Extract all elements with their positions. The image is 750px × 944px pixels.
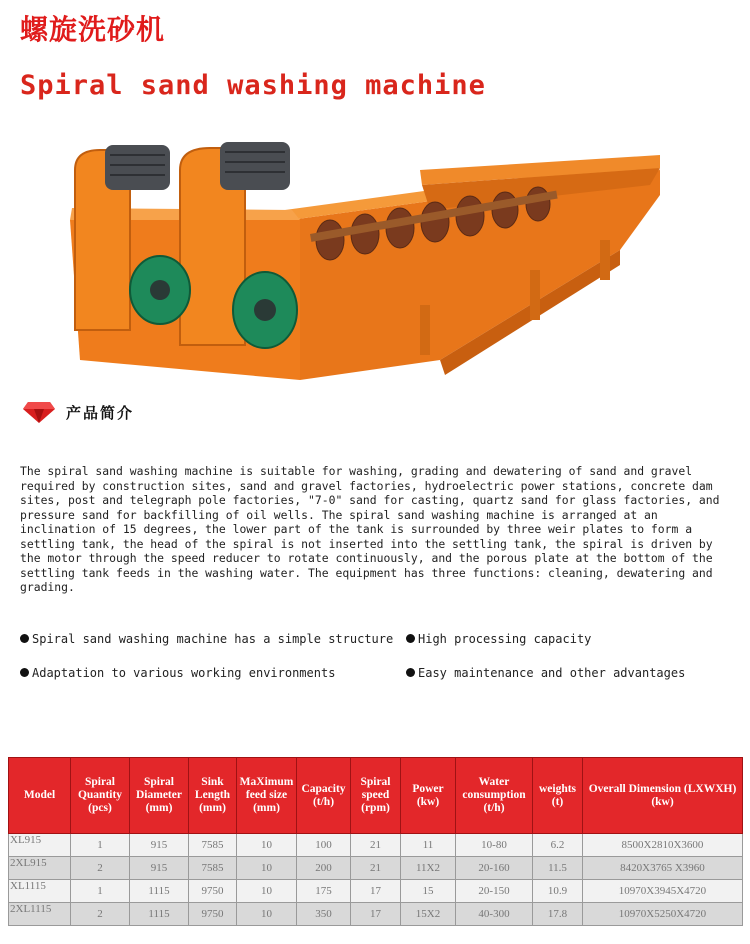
table-cell: 915 (130, 834, 189, 857)
column-header: weights (t) (533, 758, 583, 834)
table-cell: XL915 (9, 834, 71, 857)
table-cell: 10970X3945X4720 (583, 880, 743, 903)
column-header: Spiral speed (rpm) (351, 758, 401, 834)
table-cell: 2XL1115 (9, 903, 71, 926)
table-cell: 2 (71, 903, 130, 926)
page-title-en: Spiral sand washing machine (20, 70, 486, 101)
table-row (9, 880, 743, 903)
table-cell: 10 (237, 857, 297, 880)
table-cell: 17 (351, 880, 401, 903)
table-cell: 10970X5250X4720 (583, 903, 743, 926)
red-diamond-icon (22, 400, 56, 424)
table-cell: 11 (401, 834, 456, 857)
table-cell: 200 (297, 857, 351, 880)
product-description: The spiral sand washing machine is suitable for washing, grading and dewatering of sand and gravel required by construction sites, sand and gravel factories, hydroelectric power stations, concrete dam sites, post and telegraph pole factories, "7-0" sand for casting, quartz sand for glass factories, and pressure sand for backfilling of oil wells. The spiral sand washing machine is arranged at an inclination of 15 degrees, the lower part of the tank is surrounded by three weir plates to form a settling tank, the head of the spiral is not inserted into the settling tank, the spiral is driven by the motor through the speed reducer to rotate continuously, and the porous plate at the bottom of the settling tank feeds in the washing water. The equipment has three functions: cleaning, dewatering and grading. (20, 464, 720, 594)
column-header: Power (kw) (401, 758, 456, 834)
table-row (9, 857, 743, 880)
table-cell: 17 (351, 903, 401, 926)
column-header: Overall Dimension (LXWXH) (kw) (583, 758, 743, 834)
table-cell: 100 (297, 834, 351, 857)
column-header: Spiral Quantity (pcs) (71, 758, 130, 834)
table-cell: 7585 (189, 857, 237, 880)
table-cell: 1 (71, 834, 130, 857)
spec-table (8, 757, 743, 926)
column-header: Model (9, 758, 71, 834)
table-cell: 6.2 (533, 834, 583, 857)
bullet-icon (20, 668, 29, 677)
section-heading (22, 400, 134, 424)
table-cell: 21 (351, 857, 401, 880)
feature-text: Easy maintenance and other advantages (418, 666, 686, 680)
table-row (9, 903, 743, 926)
table-cell: 40-300 (456, 903, 533, 926)
table-cell: 1115 (130, 903, 189, 926)
table-cell: 175 (297, 880, 351, 903)
bullet-icon (406, 634, 415, 643)
table-cell: 15X2 (401, 903, 456, 926)
table-cell: 11X2 (401, 857, 456, 880)
column-header: Spiral Diameter (mm) (130, 758, 189, 834)
table-cell: 9750 (189, 880, 237, 903)
table-cell: 2XL915 (9, 857, 71, 880)
feature-text: Spiral sand washing machine has a simple structure (32, 632, 394, 646)
feature-text: High processing capacity (418, 632, 592, 646)
table-cell: 10 (237, 834, 297, 857)
bullet-icon (20, 634, 29, 643)
table-cell: 20-160 (456, 857, 533, 880)
column-header: Capacity (t/h) (297, 758, 351, 834)
table-cell: 21 (351, 834, 401, 857)
column-header: MaXimum feed size (mm) (237, 758, 297, 834)
table-cell: 9750 (189, 903, 237, 926)
column-header: Water consumption (t/h) (456, 758, 533, 834)
machine-photo (60, 130, 680, 390)
table-header-row (9, 758, 743, 834)
table-cell: 10-80 (456, 834, 533, 857)
table-cell: 7585 (189, 834, 237, 857)
feature-text: Adaptation to various working environments (32, 666, 336, 680)
table-row (9, 834, 743, 857)
table-cell: 8420X3765 X3960 (583, 857, 743, 880)
table-cell: 20-150 (456, 880, 533, 903)
table-cell: XL1115 (9, 880, 71, 903)
table-cell: 8500X2810X3600 (583, 834, 743, 857)
table-cell: 1 (71, 880, 130, 903)
column-header: Sink Length (mm) (189, 758, 237, 834)
feature-item (406, 666, 685, 680)
table-cell: 11.5 (533, 857, 583, 880)
table-cell: 1115 (130, 880, 189, 903)
table-cell: 2 (71, 857, 130, 880)
table-cell: 10.9 (533, 880, 583, 903)
table-cell: 10 (237, 880, 297, 903)
section-label: 产品简介 (66, 403, 135, 422)
table-cell: 915 (130, 857, 189, 880)
table-cell: 17.8 (533, 903, 583, 926)
feature-item (406, 632, 591, 646)
table-cell: 350 (297, 903, 351, 926)
bullet-icon (406, 668, 415, 677)
feature-item (20, 632, 393, 646)
table-cell: 15 (401, 880, 456, 903)
feature-item (20, 666, 335, 680)
page-title-cn: 螺旋洗砂机 (20, 13, 166, 46)
table-cell: 10 (237, 903, 297, 926)
